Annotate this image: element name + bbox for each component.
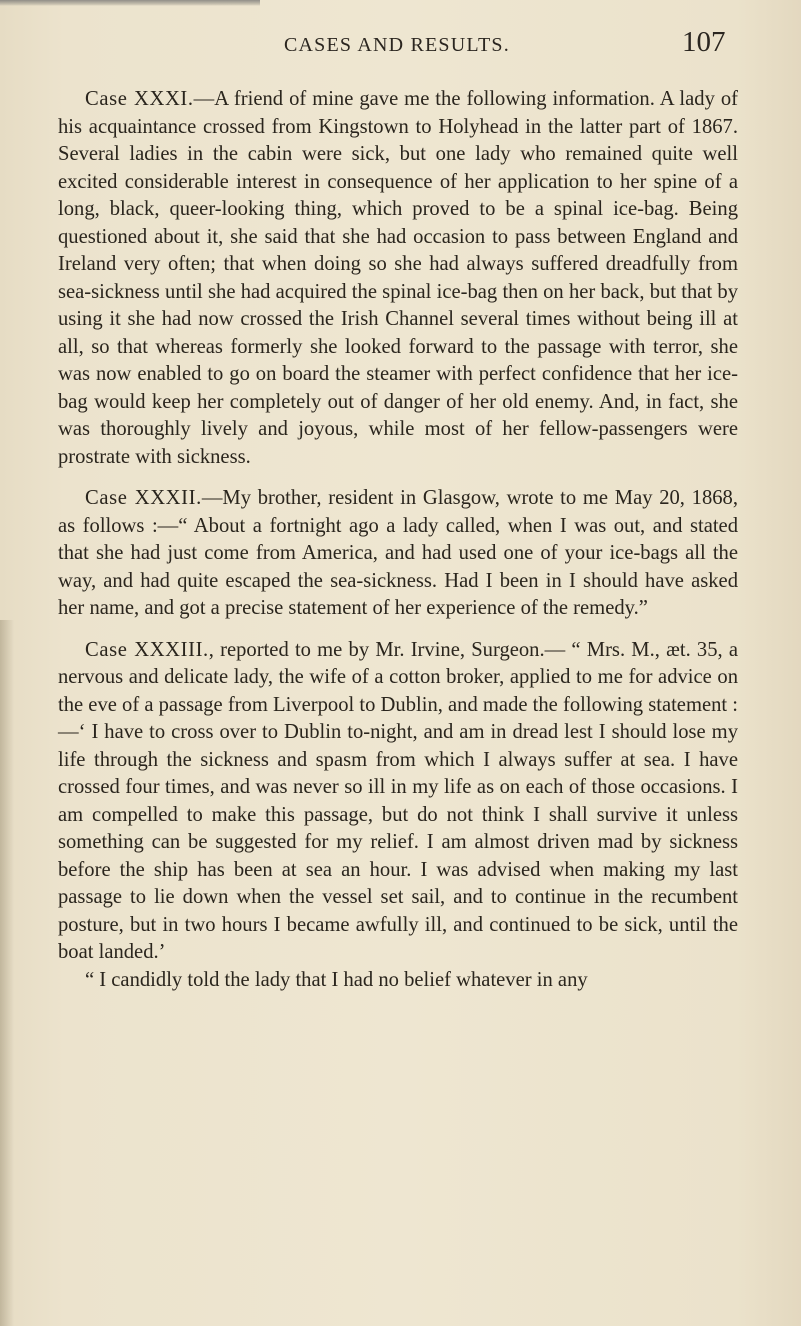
binding-shadow — [0, 620, 14, 1326]
paragraph-text: —My brother, resident in Glasgow, wrote to me May 20, 1868, as follows :—“ About a fortnight ago a lady called, when I was out, and stated that she had just come from America, and had used one of your ice-bags all the way, and had quite escaped the sea-sickness. Had I been in I should have asked her name, and got a precise statement of her experience of the remedy.” — [58, 487, 739, 619]
paragraph-case-32 — [58, 485, 738, 623]
case-label: Case XXXIII. — [85, 638, 209, 661]
running-title: CASES AND RESULTS. — [284, 34, 510, 56]
page-top-edge — [0, 0, 260, 6]
paragraph-continuation — [58, 967, 738, 995]
page-number: 107 — [682, 26, 726, 58]
paragraph-text: —A friend of mine gave me the following information. A lady of his acquaintance crossed from Kingstown to Holyhead in the latter part of 1867. Several ladies in the cabin were sick, but one lady who remained quite well excited considerable interest in consequence of her application to her spine of a long, black, queer-looking thing, which proved to be a spinal ice-bag. Being questioned about it, she said that she had occasion to pass between England and Ireland very often; that when doing so she had always suffered dreadfully from sea-sickness until she had acquired the spinal ice-bag then on her back, but that by using it she had now crossed the Irish Channel several times without being ill at all, so that whereas formerly she looked forward to the passage with terror, she was now enabled to go on board the steamer with perfect confidence that her ice-bag would keep her completely out of danger of her old enemy. And, in fact, she was thoroughly lively and joyous, while most of her fellow-passengers were prostrate with sickness. — [58, 88, 738, 468]
paragraph-case-33 — [58, 637, 738, 967]
case-label: Case XXXII. — [85, 487, 202, 509]
paragraph-text: , reported to me by Mr. Irvine, Surgeon.— “ Mrs. M., æt. 35, a nervous and delicate lady, the wife of a cotton broker, applied to me for advice on the eve of a passage from Liverpool to Dublin, and made the following statement :—‘ I have to cross over to Dublin to-night, and am in dread lest I should lose my life through the sickness and spasm from which I always suffer at sea. I have crossed four times, and was never so ill in my life as on each of those occasions. I am compelled to make this passage, but do not think I shall survive it unless something can be suggested for my relief. I am almost driven mad by sickness before the ship has been at sea an hour. I was advised when making my last passage to lie down when the vessel set sail, and to continue in the recumbent posture, but in two hours I became awfully ill, and continued to be sick, until the boat landed.’ — [58, 638, 739, 963]
case-label: Case XXXI. — [85, 88, 194, 110]
paragraph-text: “ I candidly told the lady that I had no belief whatever in any — [85, 968, 588, 991]
paragraph-case-31 — [58, 86, 738, 471]
body-text — [58, 86, 738, 994]
page-header — [0, 24, 801, 64]
